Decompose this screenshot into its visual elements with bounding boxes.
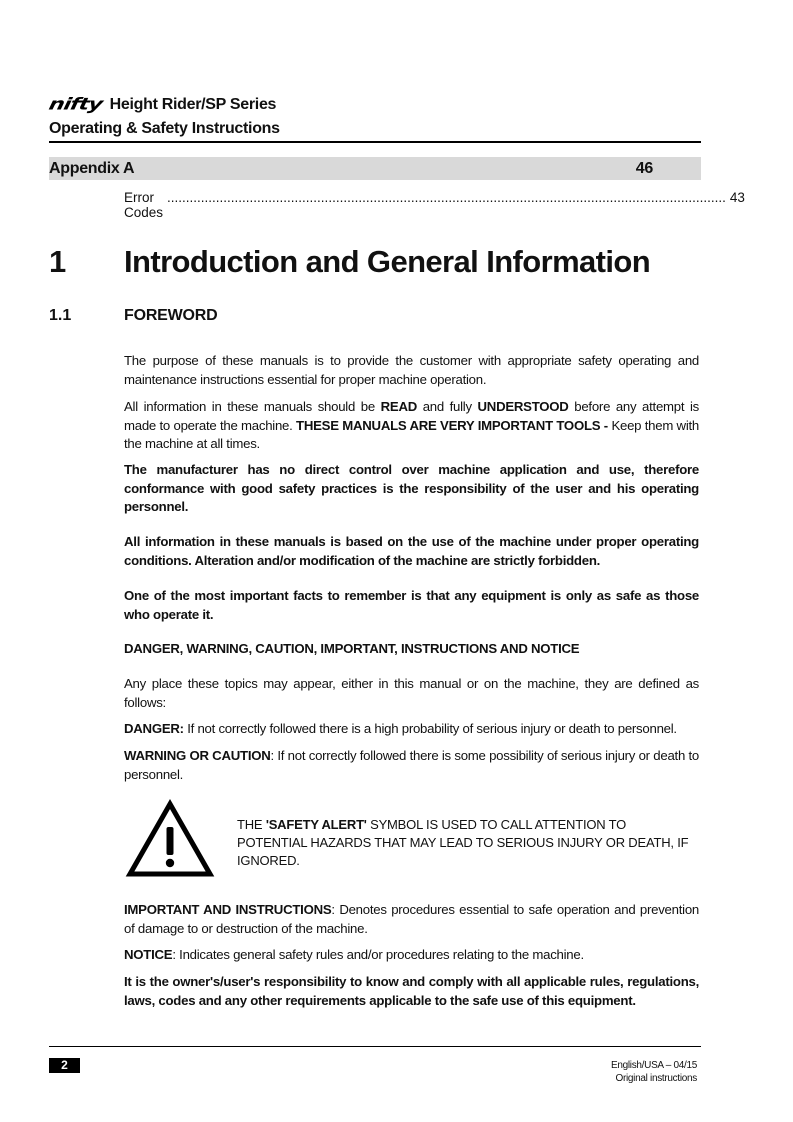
important-text: : Denotes procedures essential to safe operation and prevention of damage to or destruction of the machine.	[124, 902, 699, 936]
brand-logo: nifty	[47, 95, 104, 114]
paragraph-owner-responsibility: It is the owner's/user's responsibility to know and comply with all applicable rules, regulations, laws, codes and any other requirements applicable to the safe use of this equipment.	[124, 974, 699, 1008]
paragraph-safe-operators: One of the most important facts to remember is that any equipment is only as safe as those who operate it.	[124, 588, 699, 622]
alert-text-bold: 'SAFETY ALERT'	[265, 817, 367, 832]
text-run: All information in these manuals should be	[124, 399, 381, 414]
paragraph-manufacturer: The manufacturer has no direct control over machine application and use, therefore conformance with good safety practices is the responsibility of the user and his operating personnel.	[124, 462, 699, 514]
toc-leader-dots: .....................................................................................................................................................	[167, 190, 726, 205]
footer-original-instructions: Original instructions	[615, 1073, 697, 1084]
header-divider	[49, 141, 701, 143]
section-number: 1.1	[49, 307, 72, 324]
definition-notice	[124, 946, 699, 965]
toc-entry[interactable]	[124, 190, 745, 220]
notice-label: NOTICE	[124, 947, 173, 962]
appendix-page: 46	[635, 159, 653, 177]
series-title: Height Rider/SP Series	[109, 96, 277, 113]
text-run: before any attempt is made to operate the machine.	[124, 399, 699, 433]
paragraph-purpose: The purpose of these manuals is to provide the customer with appropriate safety operating and maintenance instructions essential for proper machine operation.	[124, 353, 699, 387]
footer-language-date: English/USA – 04/15	[610, 1060, 697, 1071]
toc-entry-label: Error Codes	[124, 190, 164, 220]
appendix-label: Appendix A	[49, 159, 135, 177]
alert-text-run: SYMBOL IS USED TO CALL ATTENTION TO POTENTIAL HAZARDS THAT MAY LEAD TO SERIOUS INJURY OR DEATH, IF IGNORED.	[237, 817, 689, 868]
text-run-bold: THESE MANUALS ARE VERY IMPORTANT TOOLS -	[296, 417, 608, 433]
definition-important	[124, 901, 699, 938]
paragraph-read-understood	[124, 398, 699, 454]
text-run-bold: READ	[380, 399, 417, 414]
text-run: Keep them with the machine at all times.	[124, 417, 700, 451]
paragraph-definitions-intro: Any place these topics may appear, either in this manual or on the machine, they are defined as follows:	[124, 676, 699, 710]
definition-warning	[124, 747, 699, 784]
chapter-title: Introduction and General Information	[124, 244, 651, 279]
important-label: IMPORTANT AND INSTRUCTIONS	[124, 902, 332, 917]
warning-text: : If not correctly followed there is some possibility of serious injury or death to personnel.	[124, 748, 699, 782]
alert-text-run: THE	[237, 817, 266, 832]
chapter-number: 1	[49, 244, 66, 279]
document-subtitle: Operating & Safety Instructions	[49, 120, 280, 137]
page-number-badge: 2	[49, 1058, 80, 1073]
danger-text: If not correctly followed there is a high probability of serious injury or death to personnel.	[183, 721, 677, 736]
definition-danger	[124, 720, 699, 739]
header-brand	[49, 94, 276, 116]
text-run-bold: UNDERSTOOD	[477, 399, 569, 414]
section-title: FOREWORD	[124, 307, 218, 324]
warning-label: WARNING OR CAUTION	[124, 748, 271, 763]
danger-label: DANGER:	[124, 721, 184, 736]
footer-divider	[49, 1046, 701, 1047]
toc-entry-page: 43	[729, 190, 745, 205]
paragraph-proper-conditions: All information in these manuals is based on the use of the machine under proper operating conditions. Alteration and/or modification of the machine are strictly forbidden.	[124, 534, 699, 568]
text-run: and fully	[417, 399, 478, 414]
footer-edition	[611, 1059, 697, 1085]
safety-alert-warning-icon	[126, 800, 214, 878]
appendix-heading-bar	[49, 157, 701, 180]
subheading-hazard-terms: DANGER, WARNING, CAUTION, IMPORTANT, INSTRUCTIONS AND NOTICE	[124, 641, 580, 656]
safety-alert-text	[237, 816, 697, 870]
notice-text: : Indicates general safety rules and/or procedures relating to the machine.	[172, 947, 584, 962]
